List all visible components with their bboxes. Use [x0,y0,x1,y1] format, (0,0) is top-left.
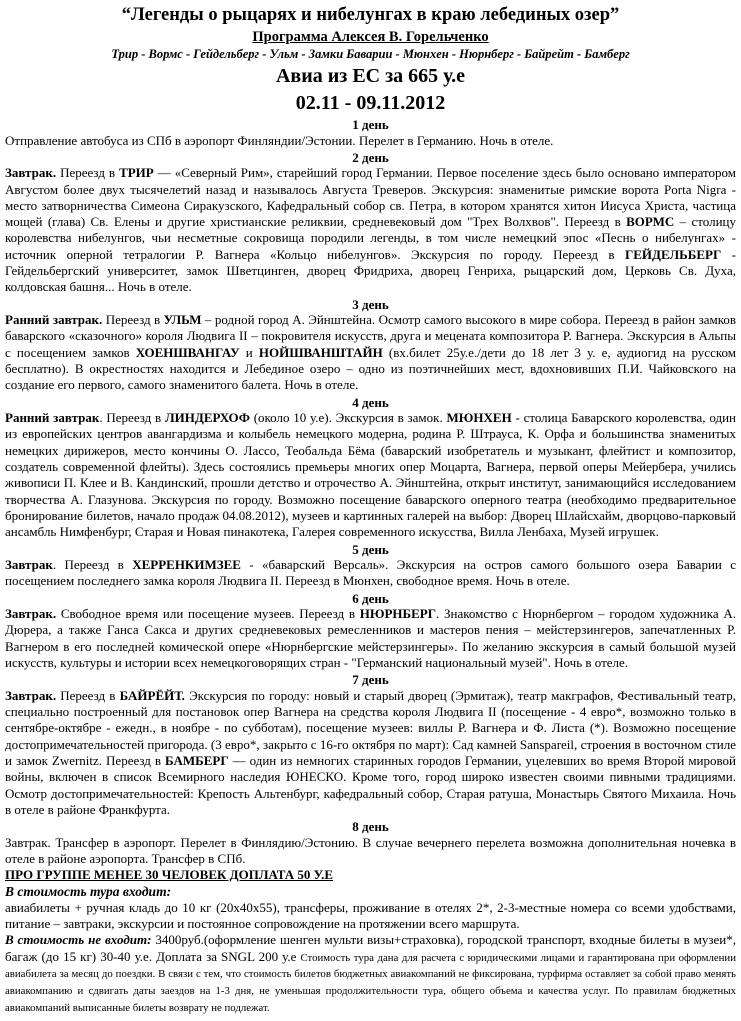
group-surcharge-note: ПРО ГРУППЕ МЕНЕЕ 30 ЧЕЛОВЕК ДОПЛАТА 50 У.Е [5,867,334,883]
day-description-6: Завтрак. Свободное время или посещение музеев. Переезд в НЮРНБЕРГ. Знакомство с Нюрнбергом – городом художника А. Дюрера, а также Ганса Сакса и других средневековых ремесленников и мастеров пения – мейстерзингеров, запечатленных Р. Вагнером в его последней комической опере «Нюрнбергские мейстерзингеры». По желанию экскурсия в самый большой музей искусств, культуры и истории всех немецкоговорящих стран - "Германский национальный музей". Ночь в отеле. [5,606,736,671]
day-section-7 [5,672,736,818]
day-section-5 [5,542,736,590]
day-section-4 [5,395,736,541]
day-description-5: Завтрак. Переезд в ХЕРРЕНКИМЗЕЕ - «баварский Версаль». Экскурсия на остров самого большого озера Баварии с посещением последнего замка короля Людвига II. Переезд в Мюнхен, свободное время. Ночь в отеле. [5,557,736,589]
route-cities-line: Трир - Вормс - Гейдельберг - Ульм - Замки Баварии - Мюнхен - Нюрнберг - Байрейт - Бамберг [111,47,630,61]
day-heading-4: 4 день [352,394,389,410]
day-section-8 [5,819,736,867]
document-title: “Легенды о рыцарях и нибелунгах в краю лебединых озер” [121,5,620,25]
day-description-8: Завтрак. Трансфер в аэропорт. Перелет в Финлядию/Эстонию. В случае вечернего перелета возможна дополнительная ночевка в отеле в районе аэропорта. Трансфер в СПб. [5,834,736,866]
day-heading-2: 2 день [352,149,389,165]
price-line: Авиа из ЕС за 665 у.е [275,65,466,87]
program-author-line: Программа Алексея В. Горельченко [252,29,489,45]
price-includes-text: авиабилеты + ручная кладь до 10 кг (20x40x55), трансферы, проживание в отелях 2*, 2-3-местные номера со всеми удобствами, питание – завтраки, экскурсии и постоянное сопровождение на протяжении всего маршрута. [5,899,736,932]
day-section-1 [5,117,736,149]
tour-dates: 02.11 - 09.11.2012 [295,92,446,114]
day-heading-5: 5 день [352,541,389,557]
day-description-3: Ранний завтрак. Переезд в УЛЬМ – родной город А. Эйнштейна. Осмотр самого высокого в мире собора. Переезд в район замков баварского «сказочного» короля Людвига II – покровителя искусств, друга и мецената композитора Р. Вагнера. Экскурсия в Альпы с посещением замков ХОЕНШВАНГАУ и НОЙШВАНШТАЙН (вх.билет 25у.е./дети до 18 лет 3 у. е, аудиогид на русском бесплатно). В окрестностях находится и Лебединое озеро – одно из поэтичнейших мест, вдохновивших П.И. Чайковского на создание его первого, самого знаменитого балета. Ночь в отеле. [5,312,737,393]
day-heading-8: 8 день [352,819,389,835]
day-section-3 [5,297,736,394]
price-includes-heading: В стоимость тура входит: [5,883,172,899]
day-description-4: Ранний завтрак. Переезд в ЛИНДЕРХОФ (около 10 у.е). Экскурсия в замок. МЮНХЕН - столица Баварского королевства, один из европейских центров авангардизма и колыбель немецкого модерна, родина Р. Штрауса, К. Орфа и большинства знаменитых немецких дирижеров, место кончины О. Лассо, Теобальда Бёма (баварский изобретатель и музыкант, флейтист и композитор, создатель современной флейты). Здесь состоялись премьеры многих опер Моцарта, Вагнера, первой оперы Мейербера, учились живописи П. Клее и В. Кандинский, прошли детство и отрочество А. Эйнштейна, открыт институт, занимающийся исследованием творчества А. Глазунова. Экскурсия по городу. Возможно посещение баварского оперного театра (необходимо предварительное бронирование билетов, начало продаж 04.08.2012), музеев и картинных галерей на выбор: Дворец Шлайсхайм, дворцово-парковый ансамбль Нимфенбург, Старая и Новая пинакотека, Галерея современного искусства, Вилла Ленбаха, Музей игрушек. [5,410,736,540]
day-section-2 [5,150,736,296]
day-description-1: Отправление автобуса из СПб в аэропорт Финляндии/Эстонии. Перелет в Германию. Ночь в отеле. [5,132,554,148]
day-heading-7: 7 день [352,672,389,688]
day-description-7: Завтрак. Переезд в БАЙРЁЙТ. Экскурсия по городу: новый и старый дворец (Эрмитаж), театр макграфов, Фестивальный театр, специально построенный для постановок опер Вагнера на средства короля Людвига II (посещение - 4 евро*, возможно только в сентябре-октябре - ежедн., в ноябре - по субботам), посещение музеев: виллы Р. Вагнера и Ф. Листа (*). Возможно посещение достопримечательностей пригорода. (3 евро*, закрыто с 16-го октября по март): Сад камней Sanspareil, строения в восточном стиле и замок Zwernitz. Переезд в БАМБЕРГ — один из немногих старинных городов Германии, уцелевших во время Второй мировой войны, включен в список Всемирного наследия ЮНЕСКО. Кроме того, город широко известен своими пивными традициями. Осмотр достопримечательностей: Крепость Альтенбург, кафедральный собор, Старая ратуша, Монастырь Святого Михаила. Ночь в отеле в районе Франкфурта. [5,687,737,817]
day-heading-6: 6 день [352,590,389,606]
day-heading-3: 3 день [352,296,389,312]
price-excludes-text: В стоимость не входит: 3400руб.(оформление шенген мульти визы+страховка), городской транспорт, входные билеты в музеи*, багаж (до 15 кг) 30-40 у.е. Доплата за SNGL 200 у.е Стоимость тура дана для расчета с юридическими лицами и гарантирована при оформлении авиабилета за месяц до поездки. В связи с тем, что стоимость билетов бюджетных авиакомпаний не фиксирована, турфирма оставляет за собой право менять авиакомпанию и сдвигать даты заездов на 1-3 дня, не уменьшая продолжительности тура, общего объема и качества услуг. По правилам бюджетных авиакомпаний выписанные билеты возврату не подлежат. [5,932,736,1014]
day-section-6 [5,591,736,672]
day-heading-1: 1 день [352,117,389,132]
day-description-2: Завтрак. Переезд в ТРИР — «Северный Рим», старейший город Германии. Первое поселение здесь было основано императором Августом более двух тысячелетий назад и называлось Августа Треверов. Экскурсия: знаменитые римские ворота Porta Nigra - место затворничества Симеона Сиракузского, Кафедральный собор св. Петра, в котором хранятся хитон Иисуса Христа, частица мощей (глава) Св. Елены и другие христианские реликвии, средневековый дом "Трех Волхвов". Переезд в ВОРМС – столицу королевства нибелунгов, чьи несметные сокровища породили легенды, в том числе немецкий эпос «Песнь о нибелунгах» - источник оперной тетралогии Р. Вагнера «Кольцо нибелунгов». Экскурсия по городу. Переезд в ГЕЙДЕЛЬБЕРГ - Гейдельбергский университет, замок Шветцинген, дворец Фридриха, дворец Генриха, рыцарский дом, Церковь Св. Духа, колдовская башня... Ночь в отеле. [5,165,737,295]
